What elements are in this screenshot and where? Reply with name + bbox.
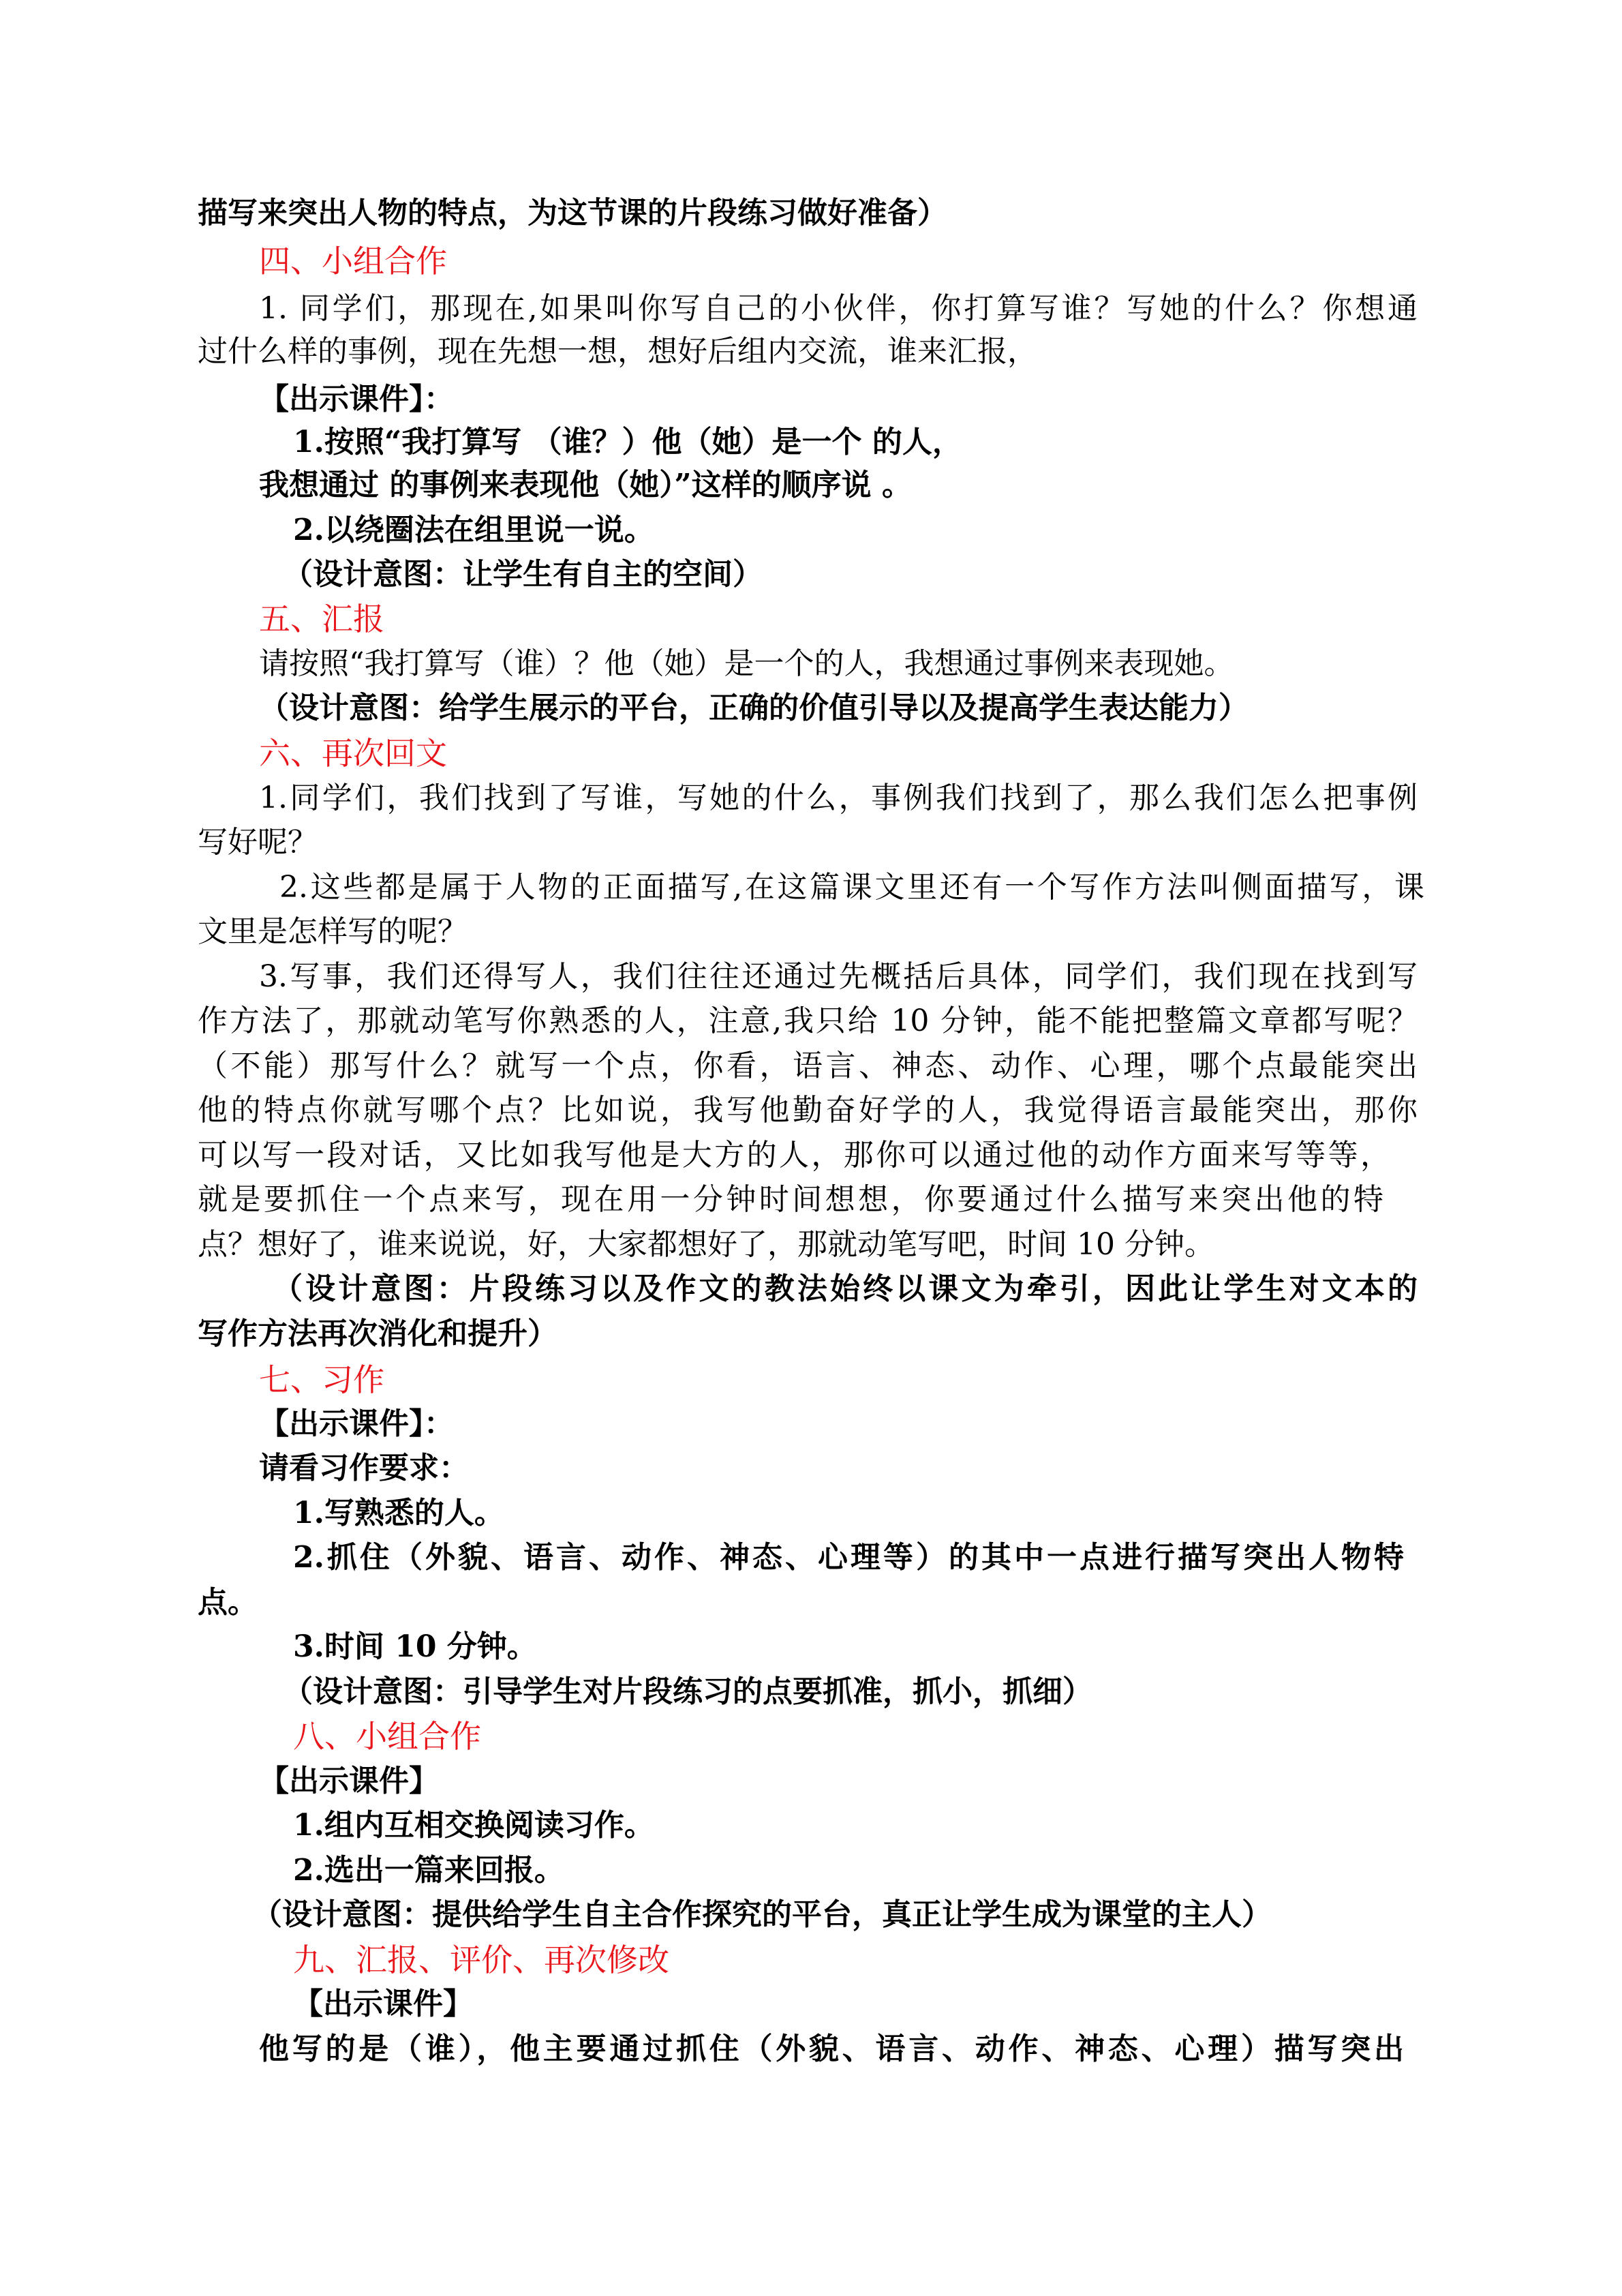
section-heading-8: 八、小组合作 xyxy=(293,1718,481,1755)
design-intent-note: 写作方法再次消化和提升） xyxy=(198,1316,557,1351)
text-line: 【出示课件】 xyxy=(259,1764,439,1798)
text-line: 文里是怎样写的呢？ xyxy=(198,914,468,949)
text-line: 【出示课件】： xyxy=(259,1406,454,1441)
text-line: 请按照“我打算写（谁）？他（她）是一个的人，我想通过事例来表现她。 xyxy=(259,646,1234,681)
text-line: 1.组内互相交换阅读习作。 xyxy=(293,1808,654,1843)
text-line: 点？想好了，谁来说说，好，大家都想好了，那就动笔写吧，时间 10 分钟。 xyxy=(198,1227,1214,1262)
text-line: 作方法了，那就动笔写你熟悉的人，注意,我只给 10 分钟，能不能把整篇文章都写呢？ xyxy=(198,1003,1418,1038)
text-line: 他的特点你就写哪个点？比如说，我写他勤奋好学的人，我觉得语言最能突出，那你 xyxy=(198,1093,1418,1128)
section-heading-9: 九、汇报、评价、再次修改 xyxy=(293,1942,669,1978)
design-intent-note: （设计意图：引导学生对片段练习的点要抓准，抓小，抓细） xyxy=(283,1674,1092,1709)
text-line: 1.同学们，我们找到了写谁，写她的什么，事例我们找到了，那么我们怎么把事例 xyxy=(259,781,1418,815)
design-intent-note: （设计意图：片段练习以及作文的教法始终以课文为牵引，因此让学生对文本的 xyxy=(273,1271,1418,1306)
text-line: 1.按照“我打算写 （谁？）他（她）是一个 的人， xyxy=(293,425,962,459)
text-line: 1.写熟悉的人。 xyxy=(293,1496,504,1530)
text-line: 2.抓住（外貌、语言、动作、神态、心理等）的其中一点进行描写突出人物特 xyxy=(293,1540,1404,1575)
text-line: 3.写事，我们还得写人，我们往往还通过先概括后具体，同学们，我们现在找到写 xyxy=(259,959,1418,994)
text-line: 我想通过 的事例来表现他（她）”这样的顺序说 。 xyxy=(259,468,912,502)
text-line: 就是要抓住一个点来写，现在用一分钟时间想想，你要通过什么描写来突出他的特 xyxy=(198,1182,1383,1217)
text-line: 2.以绕圈法在组里说一说。 xyxy=(293,513,654,547)
text-line: 过什么样的事例，现在先想一想，想好后组内交流，谁来汇报， xyxy=(198,334,1037,369)
design-intent-note: （设计意图：给学生展示的平台，正确的价值引导以及提高学生表达能力） xyxy=(259,691,1249,725)
text-line: 他写的是（谁），他主要通过抓住（外貌、语言、动作、神态、心理）描写突出 xyxy=(259,2031,1404,2066)
text-line: 3.时间 10 分钟。 xyxy=(293,1629,537,1664)
section-heading-5: 五、汇报 xyxy=(259,601,384,637)
text-line: 2.选出一篇来回报。 xyxy=(293,1853,564,1888)
text-line: 1. 同学们，那现在,如果叫你写自己的小伙伴，你打算写谁？写她的什么？你想通 xyxy=(259,291,1418,326)
design-intent-note: （设计意图：提供给学生自主合作探究的平台，真正让学生成为课堂的主人） xyxy=(252,1897,1272,1932)
text-line: 描写来突出人物的特点，为这节课的片段练习做好准备） xyxy=(198,196,947,230)
text-line: 【出示课件】： xyxy=(259,382,454,417)
text-line: 2.这些都是属于人物的正面描写,在这篇课文里还有一个写作方法叫侧面描写，课 xyxy=(279,870,1424,905)
text-line: （不能）那写什么？就写一个点，你看，语言、神态、动作、心理，哪个点最能突出 xyxy=(198,1048,1418,1083)
text-line: 请看习作要求： xyxy=(259,1451,469,1485)
text-line: 写好呢？ xyxy=(198,825,318,860)
section-heading-4: 四、小组合作 xyxy=(259,243,447,280)
text-line: 【出示课件】 xyxy=(293,1987,473,2021)
section-heading-6: 六、再次回文 xyxy=(259,735,447,772)
design-intent-note: （设计意图：让学生有自主的空间） xyxy=(283,557,763,592)
text-line: 可以写一段对话，又比如我写他是大方的人，那你可以通过他的动作方面来写等等， xyxy=(198,1138,1390,1173)
text-line: 点。 xyxy=(198,1585,258,1620)
section-heading-7: 七、习作 xyxy=(259,1361,384,1398)
